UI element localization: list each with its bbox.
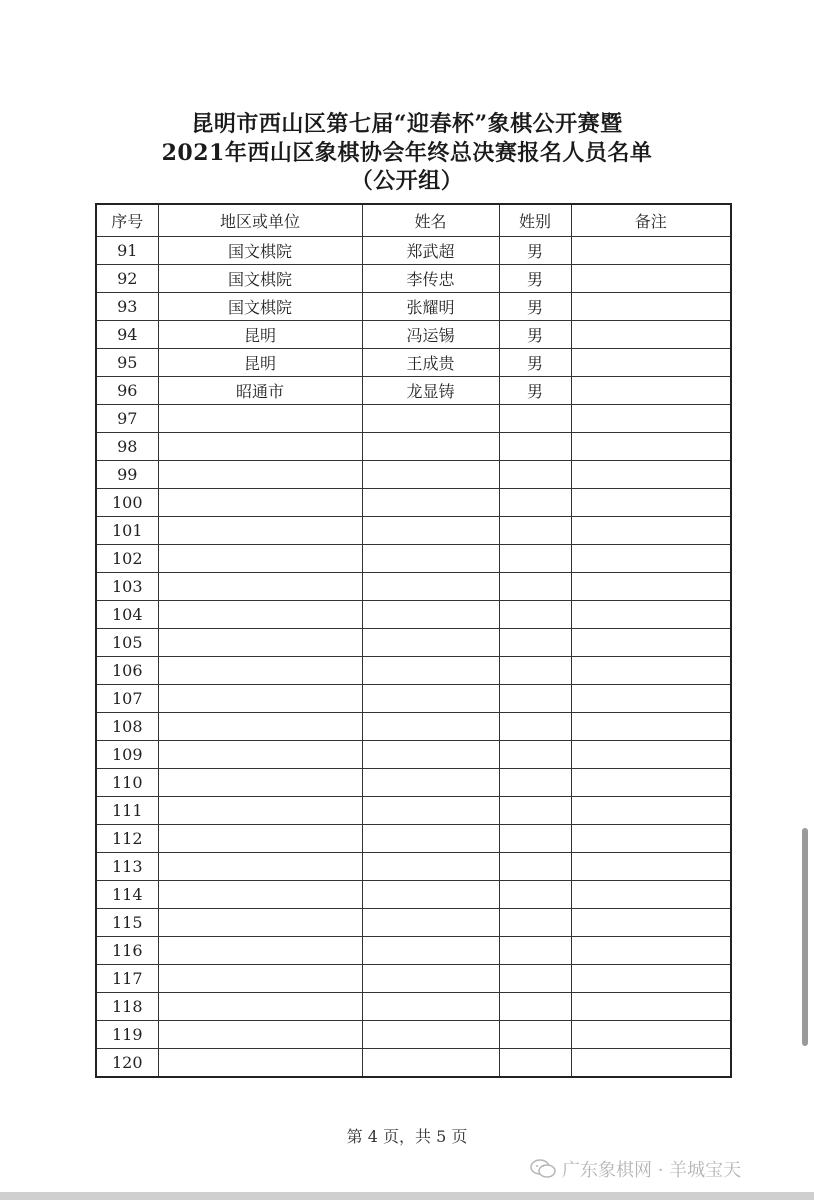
table-row [96, 573, 731, 601]
cell-gender [499, 853, 571, 881]
cell-region-or-unit [158, 461, 362, 489]
cell-remarks [571, 797, 731, 825]
cell-remarks [571, 853, 731, 881]
table-row [96, 965, 731, 993]
cell-remarks [571, 657, 731, 685]
table-row [96, 713, 731, 741]
cell-remarks [571, 293, 731, 321]
cell-remarks [571, 461, 731, 489]
cell-region-or-unit [158, 1049, 362, 1078]
cell-name [362, 909, 499, 937]
cell-gender [499, 909, 571, 937]
cell-region-or-unit [158, 881, 362, 909]
cell-region-or-unit [158, 825, 362, 853]
cell-name: 李传忠 [362, 265, 499, 293]
cell-serial-number: 115 [96, 909, 158, 937]
cell-name [362, 741, 499, 769]
cell-name [362, 657, 499, 685]
cell-name [362, 1049, 499, 1078]
cell-serial-number: 101 [96, 517, 158, 545]
cell-gender: 男 [499, 265, 571, 293]
header-remarks: 备注 [571, 204, 731, 237]
cell-remarks [571, 769, 731, 797]
cell-remarks [571, 965, 731, 993]
cell-region-or-unit [158, 657, 362, 685]
cell-serial-number: 97 [96, 405, 158, 433]
cell-region-or-unit [158, 573, 362, 601]
table-row [96, 853, 731, 881]
cell-gender [499, 601, 571, 629]
cell-gender: 男 [499, 377, 571, 405]
cell-region-or-unit: 国文棋院 [158, 237, 362, 265]
cell-remarks [571, 349, 731, 377]
cell-region-or-unit [158, 769, 362, 797]
cell-serial-number: 111 [96, 797, 158, 825]
cell-gender: 男 [499, 293, 571, 321]
cell-remarks [571, 433, 731, 461]
cell-serial-number: 102 [96, 545, 158, 573]
cell-name [362, 1021, 499, 1049]
table-row [96, 629, 731, 657]
table-row [96, 1049, 731, 1078]
cell-remarks [571, 601, 731, 629]
cell-serial-number: 105 [96, 629, 158, 657]
document-subtitle-group: （公开组） [350, 168, 464, 194]
cell-name [362, 573, 499, 601]
table-row [96, 685, 731, 713]
cell-serial-number: 112 [96, 825, 158, 853]
cell-gender [499, 713, 571, 741]
table-row [96, 237, 731, 265]
cell-serial-number: 114 [96, 881, 158, 909]
table-row [96, 405, 731, 433]
cell-serial-number: 92 [96, 265, 158, 293]
cell-name: 冯运锡 [362, 321, 499, 349]
cell-region-or-unit [158, 853, 362, 881]
cell-gender [499, 769, 571, 797]
table-row [96, 489, 731, 517]
table-row [96, 741, 731, 769]
cell-name [362, 937, 499, 965]
cell-serial-number: 110 [96, 769, 158, 797]
cell-serial-number: 120 [96, 1049, 158, 1078]
cell-region-or-unit [158, 797, 362, 825]
cell-name [362, 993, 499, 1021]
cell-gender: 男 [499, 237, 571, 265]
cell-remarks [571, 1049, 731, 1078]
cell-remarks [571, 237, 731, 265]
cell-gender [499, 993, 571, 1021]
cell-name [362, 405, 499, 433]
cell-serial-number: 93 [96, 293, 158, 321]
table-row [96, 1021, 731, 1049]
cell-serial-number: 106 [96, 657, 158, 685]
table-row [96, 433, 731, 461]
table-row [96, 377, 731, 405]
table-row [96, 825, 731, 853]
cell-remarks [571, 713, 731, 741]
cell-region-or-unit [158, 993, 362, 1021]
cell-serial-number: 107 [96, 685, 158, 713]
table-row [96, 321, 731, 349]
cell-region-or-unit: 昆明 [158, 321, 362, 349]
cell-serial-number: 100 [96, 489, 158, 517]
cell-region-or-unit: 昭通市 [158, 377, 362, 405]
cell-gender [499, 825, 571, 853]
table-row [96, 265, 731, 293]
table-row [96, 993, 731, 1021]
cell-region-or-unit [158, 685, 362, 713]
table-row [96, 293, 731, 321]
cell-remarks [571, 1021, 731, 1049]
cell-name [362, 517, 499, 545]
cell-remarks [571, 265, 731, 293]
document-title-line-1: 昆明市西山区第七届“迎春杯”象棋公开赛暨 [191, 111, 623, 137]
cell-serial-number: 113 [96, 853, 158, 881]
table-row [96, 797, 731, 825]
cell-gender [499, 433, 571, 461]
cell-remarks [571, 993, 731, 1021]
cell-name: 张耀明 [362, 293, 499, 321]
cell-name [362, 797, 499, 825]
cell-serial-number: 104 [96, 601, 158, 629]
cell-region-or-unit [158, 629, 362, 657]
watermark [530, 1156, 741, 1182]
cell-gender [499, 937, 571, 965]
cell-serial-number: 118 [96, 993, 158, 1021]
cell-name [362, 825, 499, 853]
cell-gender [499, 685, 571, 713]
wechat-icon [530, 1159, 556, 1179]
cell-gender [499, 629, 571, 657]
header-region-or-unit: 地区或单位 [158, 204, 362, 237]
cell-gender [499, 573, 571, 601]
cell-region-or-unit [158, 489, 362, 517]
cell-region-or-unit [158, 405, 362, 433]
cell-gender [499, 405, 571, 433]
table-row [96, 769, 731, 797]
cell-name [362, 601, 499, 629]
table-body [96, 237, 731, 1078]
cell-gender [499, 517, 571, 545]
cell-name [362, 489, 499, 517]
watermark-text: 广东象棋网 · 羊城宝天 [562, 1160, 742, 1181]
cell-region-or-unit [158, 545, 362, 573]
table-row [96, 881, 731, 909]
cell-region-or-unit [158, 741, 362, 769]
cell-name [362, 461, 499, 489]
cell-gender [499, 965, 571, 993]
cell-region-or-unit [158, 965, 362, 993]
cell-region-or-unit [158, 1021, 362, 1049]
page-indicator: 第 4 页，共 5 页 [346, 1127, 468, 1146]
table-row [96, 601, 731, 629]
header-serial-number: 序号 [96, 204, 158, 237]
cell-region-or-unit [158, 433, 362, 461]
cell-remarks [571, 629, 731, 657]
cell-serial-number: 109 [96, 741, 158, 769]
cell-gender [499, 545, 571, 573]
cell-remarks [571, 489, 731, 517]
scrollbar-thumb[interactable] [802, 828, 808, 1046]
cell-remarks [571, 825, 731, 853]
cell-remarks [571, 573, 731, 601]
table-header-row [96, 204, 731, 237]
cell-name [362, 713, 499, 741]
cell-serial-number: 95 [96, 349, 158, 377]
cell-region-or-unit [158, 713, 362, 741]
registration-table [95, 203, 732, 1078]
cell-gender [499, 1049, 571, 1078]
cell-region-or-unit [158, 937, 362, 965]
cell-gender: 男 [499, 349, 571, 377]
table-row [96, 937, 731, 965]
cell-name [362, 965, 499, 993]
cell-gender [499, 1021, 571, 1049]
cell-gender [499, 881, 571, 909]
header-name: 姓名 [362, 204, 499, 237]
cell-name [362, 853, 499, 881]
cell-remarks [571, 685, 731, 713]
cell-serial-number: 116 [96, 937, 158, 965]
cell-remarks [571, 405, 731, 433]
cell-region-or-unit: 国文棋院 [158, 265, 362, 293]
cell-name: 王成贵 [362, 349, 499, 377]
cell-name [362, 881, 499, 909]
cell-region-or-unit: 国文棋院 [158, 293, 362, 321]
cell-name [362, 769, 499, 797]
cell-gender [499, 741, 571, 769]
cell-name: 龙显铸 [362, 377, 499, 405]
cell-serial-number: 99 [96, 461, 158, 489]
cell-name [362, 545, 499, 573]
table-row [96, 349, 731, 377]
cell-gender: 男 [499, 321, 571, 349]
bottom-edge-bar [0, 1192, 814, 1200]
table-row [96, 517, 731, 545]
cell-gender [499, 461, 571, 489]
cell-serial-number: 98 [96, 433, 158, 461]
cell-region-or-unit [158, 909, 362, 937]
cell-serial-number: 91 [96, 237, 158, 265]
cell-region-or-unit [158, 517, 362, 545]
document-title-line-2: 2021年西山区象棋协会年终总决赛报名人员名单 [161, 140, 653, 166]
cell-remarks [571, 881, 731, 909]
cell-serial-number: 96 [96, 377, 158, 405]
cell-serial-number: 117 [96, 965, 158, 993]
cell-gender [499, 657, 571, 685]
table-row [96, 545, 731, 573]
cell-remarks [571, 937, 731, 965]
cell-name [362, 685, 499, 713]
cell-region-or-unit: 昆明 [158, 349, 362, 377]
cell-serial-number: 119 [96, 1021, 158, 1049]
cell-remarks [571, 377, 731, 405]
table-row [96, 461, 731, 489]
cell-remarks [571, 321, 731, 349]
cell-serial-number: 108 [96, 713, 158, 741]
table-row [96, 657, 731, 685]
cell-region-or-unit [158, 601, 362, 629]
cell-name [362, 433, 499, 461]
cell-remarks [571, 545, 731, 573]
cell-serial-number: 94 [96, 321, 158, 349]
cell-name: 郑武超 [362, 237, 499, 265]
table-row [96, 909, 731, 937]
cell-gender [499, 797, 571, 825]
cell-name [362, 629, 499, 657]
header-gender: 姓别 [499, 204, 571, 237]
cell-remarks [571, 909, 731, 937]
cell-serial-number: 103 [96, 573, 158, 601]
cell-remarks [571, 517, 731, 545]
cell-remarks [571, 741, 731, 769]
cell-gender [499, 489, 571, 517]
